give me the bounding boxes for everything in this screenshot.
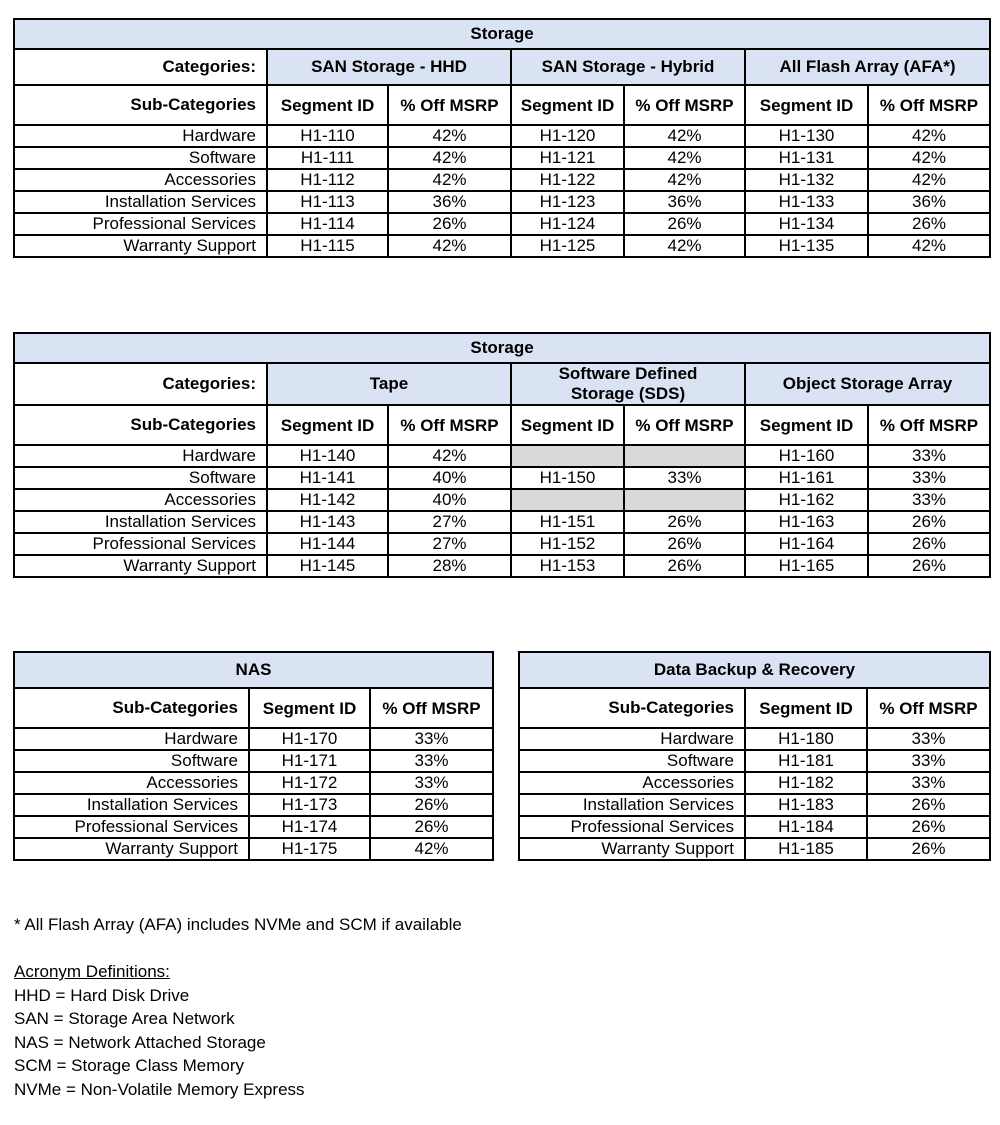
percent-off-cell: 42% — [868, 169, 990, 191]
percent-off-cell: 42% — [388, 169, 511, 191]
category-header: Object Storage Array — [745, 363, 990, 405]
table-row — [14, 772, 493, 794]
percent-off-cell: 26% — [867, 838, 990, 860]
table-title: Storage — [14, 19, 990, 49]
table-row — [14, 147, 990, 169]
acronym-item: SAN = Storage Area Network — [14, 1009, 235, 1028]
row-label: Installation Services — [14, 511, 267, 533]
segment-id-cell: H1-125 — [511, 235, 624, 257]
table-row — [519, 728, 990, 750]
segment-id-cell: H1-174 — [249, 816, 370, 838]
percent-off-cell: 42% — [868, 147, 990, 169]
percent-off-cell: 26% — [624, 213, 745, 235]
categories-label: Categories: — [14, 49, 267, 85]
segment-id-cell: H1-161 — [745, 467, 868, 489]
percent-off-cell — [624, 445, 745, 467]
segment-id-cell: H1-164 — [745, 533, 868, 555]
segment-id-cell: H1-135 — [745, 235, 868, 257]
row-label: Hardware — [519, 728, 745, 750]
segment-id-cell: H1-172 — [249, 772, 370, 794]
segment-id-cell: H1-162 — [745, 489, 868, 511]
segment-id-cell: H1-111 — [267, 147, 388, 169]
table-row — [14, 125, 990, 147]
segment-id-cell: H1-144 — [267, 533, 388, 555]
segment-id-cell: H1-133 — [745, 191, 868, 213]
category-header: SAN Storage - HHD — [267, 49, 511, 85]
percent-off-cell: 42% — [868, 125, 990, 147]
row-label: Warranty Support — [14, 838, 249, 860]
table-row — [14, 191, 990, 213]
row-label: Hardware — [14, 728, 249, 750]
percent-off-cell: 33% — [868, 489, 990, 511]
row-label: Warranty Support — [14, 235, 267, 257]
segment-id-cell: H1-145 — [267, 555, 388, 577]
percent-off-header: % Off MSRP — [867, 688, 990, 728]
segment-id-header: Segment ID — [745, 405, 868, 445]
percent-off-cell: 33% — [867, 772, 990, 794]
percent-off-cell: 26% — [868, 555, 990, 577]
row-label: Warranty Support — [519, 838, 745, 860]
subcategories-label: Sub-Categories — [14, 688, 249, 728]
segment-id-cell: H1-130 — [745, 125, 868, 147]
percent-off-cell: 42% — [388, 235, 511, 257]
percent-off-cell: 42% — [624, 235, 745, 257]
percent-off-cell: 26% — [868, 511, 990, 533]
percent-off-cell: 26% — [624, 511, 745, 533]
percent-off-cell — [624, 489, 745, 511]
percent-off-cell: 33% — [867, 750, 990, 772]
row-label: Installation Services — [14, 794, 249, 816]
category-header: Tape — [267, 363, 511, 405]
row-label: Professional Services — [14, 816, 249, 838]
percent-off-cell: 33% — [370, 728, 493, 750]
table-row — [14, 511, 990, 533]
segment-id-cell: H1-151 — [511, 511, 624, 533]
percent-off-cell: 33% — [868, 467, 990, 489]
table-row — [14, 235, 990, 257]
table-title: Storage — [14, 333, 990, 363]
percent-off-header: % Off MSRP — [388, 405, 511, 445]
category-header: Software Defined Storage (SDS) — [511, 363, 745, 405]
percent-off-cell: 33% — [867, 728, 990, 750]
segment-id-cell: H1-142 — [267, 489, 388, 511]
storage-table-1 — [13, 18, 991, 258]
segment-id-header: Segment ID — [267, 85, 388, 125]
row-label: Professional Services — [14, 213, 267, 235]
table-row — [14, 445, 990, 467]
segment-id-header: Segment ID — [511, 85, 624, 125]
table-row — [14, 533, 990, 555]
segment-id-cell: H1-170 — [249, 728, 370, 750]
nas-table — [13, 651, 494, 861]
row-label: Hardware — [14, 445, 267, 467]
segment-id-cell — [511, 489, 624, 511]
percent-off-cell: 42% — [868, 235, 990, 257]
storage-table-2 — [13, 332, 991, 578]
segment-id-cell: H1-180 — [745, 728, 867, 750]
segment-id-cell: H1-143 — [267, 511, 388, 533]
categories-label: Categories: — [14, 363, 267, 405]
table-row — [519, 794, 990, 816]
row-label: Professional Services — [519, 816, 745, 838]
segment-id-cell: H1-124 — [511, 213, 624, 235]
segment-id-cell: H1-183 — [745, 794, 867, 816]
row-label: Installation Services — [519, 794, 745, 816]
percent-off-cell: 26% — [370, 794, 493, 816]
table-title: NAS — [14, 652, 493, 688]
percent-off-cell: 27% — [388, 533, 511, 555]
table-row — [14, 794, 493, 816]
percent-off-cell: 42% — [624, 147, 745, 169]
row-label: Accessories — [14, 169, 267, 191]
table-row — [14, 489, 990, 511]
percent-off-cell: 33% — [370, 750, 493, 772]
segment-id-cell: H1-134 — [745, 213, 868, 235]
row-label: Software — [14, 750, 249, 772]
percent-off-cell: 28% — [388, 555, 511, 577]
percent-off-cell: 42% — [388, 445, 511, 467]
table-row — [14, 555, 990, 577]
footnote: * All Flash Array (AFA) includes NVMe and SCM if available — [14, 915, 462, 934]
table-row — [519, 772, 990, 794]
table-row — [519, 838, 990, 860]
segment-id-header: Segment ID — [267, 405, 388, 445]
segment-id-header: Segment ID — [511, 405, 624, 445]
subcategories-label: Sub-Categories — [14, 405, 267, 445]
acronym-item: NAS = Network Attached Storage — [14, 1032, 266, 1052]
segment-id-header: Segment ID — [249, 688, 370, 728]
table-row — [14, 750, 493, 772]
row-label: Accessories — [14, 772, 249, 794]
acronym-item: SCM = Storage Class Memory — [14, 1056, 245, 1075]
percent-off-cell: 40% — [388, 467, 511, 489]
segment-id-cell: H1-131 — [745, 147, 868, 169]
row-label: Installation Services — [14, 191, 267, 213]
percent-off-cell: 26% — [867, 816, 990, 838]
percent-off-header: % Off MSRP — [624, 85, 745, 125]
segment-id-cell: H1-171 — [249, 750, 370, 772]
table-row — [519, 750, 990, 772]
percent-off-cell: 26% — [370, 816, 493, 838]
subcategories-label: Sub-Categories — [14, 85, 267, 125]
segment-id-cell: H1-173 — [249, 794, 370, 816]
percent-off-cell: 40% — [388, 489, 511, 511]
segment-id-header: Segment ID — [745, 688, 867, 728]
table-row — [14, 467, 990, 489]
acronym-heading: Acronym Definitions: — [14, 962, 170, 981]
row-label: Hardware — [14, 125, 267, 147]
row-label: Warranty Support — [14, 555, 267, 577]
percent-off-cell: 33% — [624, 467, 745, 489]
percent-off-cell: 36% — [624, 191, 745, 213]
segment-id-cell: H1-110 — [267, 125, 388, 147]
segment-id-cell: H1-112 — [267, 169, 388, 191]
acronym-definitions — [14, 960, 305, 1101]
percent-off-cell: 36% — [388, 191, 511, 213]
segment-id-cell: H1-182 — [745, 772, 867, 794]
table-title: Data Backup & Recovery — [519, 652, 990, 688]
segment-id-cell: H1-132 — [745, 169, 868, 191]
row-label: Professional Services — [14, 533, 267, 555]
segment-id-cell: H1-114 — [267, 213, 388, 235]
segment-id-cell: H1-160 — [745, 445, 868, 467]
row-label: Accessories — [519, 772, 745, 794]
percent-off-cell: 42% — [370, 838, 493, 860]
percent-off-cell: 26% — [624, 533, 745, 555]
percent-off-cell: 42% — [624, 125, 745, 147]
percent-off-header: % Off MSRP — [868, 85, 990, 125]
row-label: Software — [519, 750, 745, 772]
segment-id-cell: H1-175 — [249, 838, 370, 860]
percent-off-cell: 26% — [624, 555, 745, 577]
segment-id-cell: H1-141 — [267, 467, 388, 489]
table-row — [14, 838, 493, 860]
percent-off-cell: 42% — [388, 147, 511, 169]
percent-off-cell: 26% — [388, 213, 511, 235]
segment-id-cell: H1-152 — [511, 533, 624, 555]
table-row — [14, 213, 990, 235]
percent-off-header: % Off MSRP — [624, 405, 745, 445]
segment-id-cell: H1-121 — [511, 147, 624, 169]
percent-off-cell: 27% — [388, 511, 511, 533]
percent-off-cell: 42% — [388, 125, 511, 147]
percent-off-cell: 33% — [868, 445, 990, 467]
category-header: All Flash Array (AFA*) — [745, 49, 990, 85]
category-header: SAN Storage - Hybrid — [511, 49, 745, 85]
segment-id-cell: H1-185 — [745, 838, 867, 860]
percent-off-cell: 33% — [370, 772, 493, 794]
segment-id-cell: H1-181 — [745, 750, 867, 772]
segment-id-cell: H1-122 — [511, 169, 624, 191]
segment-id-cell: H1-165 — [745, 555, 868, 577]
table-row — [519, 816, 990, 838]
segment-id-cell: H1-150 — [511, 467, 624, 489]
percent-off-cell: 42% — [624, 169, 745, 191]
segment-id-header: Segment ID — [745, 85, 868, 125]
row-label: Accessories — [14, 489, 267, 511]
table-row — [14, 169, 990, 191]
table-row — [14, 728, 493, 750]
segment-id-cell: H1-184 — [745, 816, 867, 838]
percent-off-header: % Off MSRP — [868, 405, 990, 445]
subcategories-label: Sub-Categories — [519, 688, 745, 728]
segment-id-cell: H1-120 — [511, 125, 624, 147]
percent-off-cell: 26% — [868, 533, 990, 555]
segment-id-cell: H1-123 — [511, 191, 624, 213]
backup-table — [518, 651, 991, 861]
acronym-item: HHD = Hard Disk Drive — [14, 985, 190, 1005]
percent-off-cell: 26% — [868, 213, 990, 235]
segment-id-cell: H1-153 — [511, 555, 624, 577]
segment-id-cell — [511, 445, 624, 467]
segment-id-cell: H1-113 — [267, 191, 388, 213]
segment-id-cell: H1-140 — [267, 445, 388, 467]
row-label: Software — [14, 467, 267, 489]
acronym-item: NVMe = Non-Volatile Memory Express — [14, 1079, 305, 1099]
percent-off-cell: 36% — [868, 191, 990, 213]
percent-off-header: % Off MSRP — [388, 85, 511, 125]
segment-id-cell: H1-115 — [267, 235, 388, 257]
percent-off-header: % Off MSRP — [370, 688, 493, 728]
table-row — [14, 816, 493, 838]
row-label: Software — [14, 147, 267, 169]
segment-id-cell: H1-163 — [745, 511, 868, 533]
percent-off-cell: 26% — [867, 794, 990, 816]
